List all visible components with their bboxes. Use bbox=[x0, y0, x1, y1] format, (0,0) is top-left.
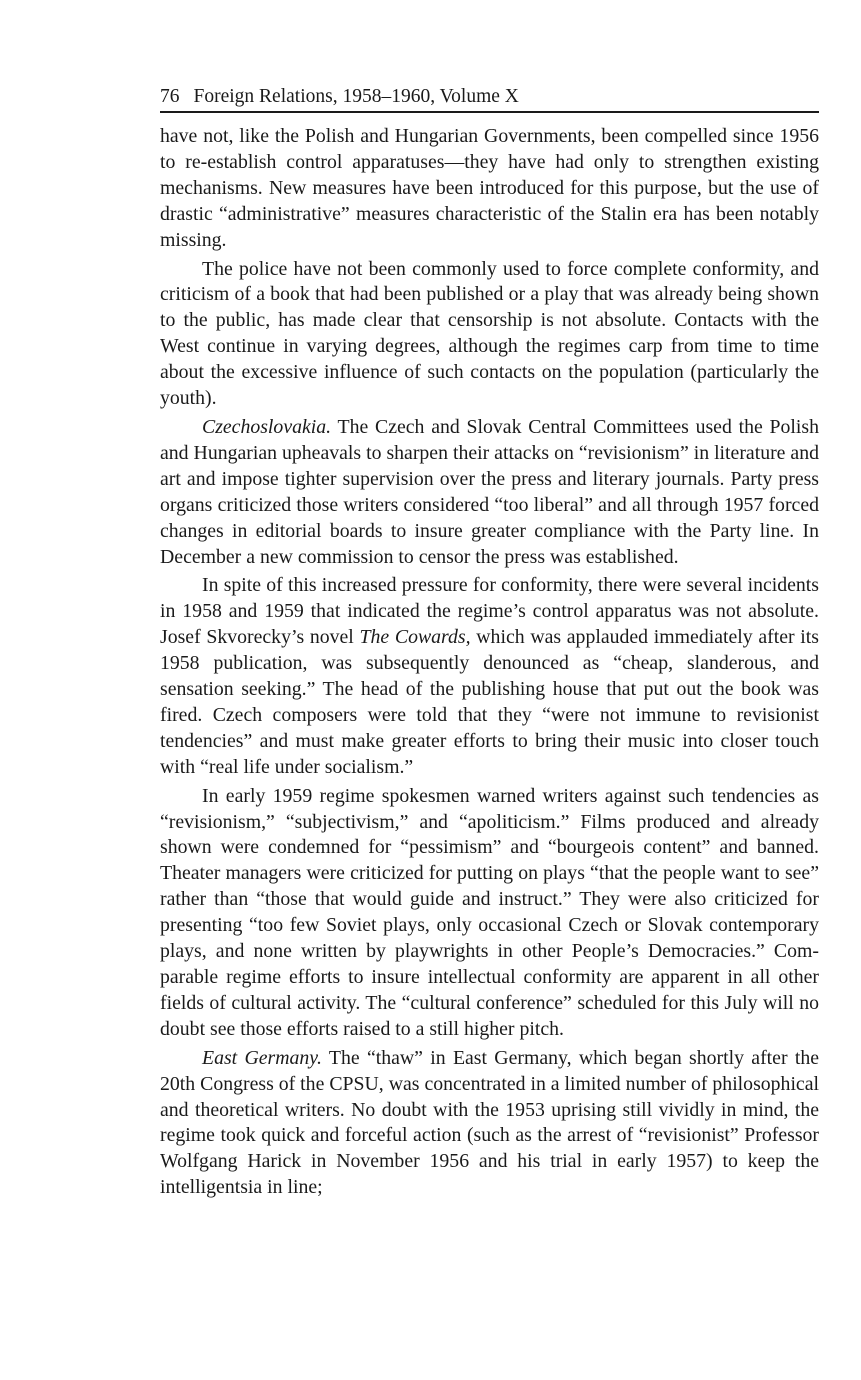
paragraph-pressure-text-after: which was applauded immediately after its 1958 publication, was subsequently denounced as “cheap, slanderous, and sensation seeking.” The head of the publishing house that put out the book was fired. Czech composers were told that they “were not immune to revisionist tendencies” and must make greater efforts to bring their music into closer touch with “real life under socialism.” bbox=[160, 626, 819, 778]
paragraph-police: The police have not been commonly used to force complete conformity, and criticism of a book that had been published or a play that was already being shown to the public, has made clear that censorship is not absolute. Contacts with the West continue in varying degrees, although the regimes carp from time to time about the excessive influence of such contacts on the population (particularly the youth). bbox=[160, 257, 819, 410]
body-text bbox=[160, 124, 819, 1201]
section-lead-czechoslovakia: Czechoslovakia. bbox=[202, 415, 332, 438]
page-number: 76 bbox=[160, 86, 180, 107]
running-head bbox=[160, 84, 819, 110]
paragraph-east-germany-text: The “thaw” in East Germany, which began shortly after the 20th Congress of the CPSU, was concentrated in a limited number of philosophical and theoretical writers. No doubt with the 1953 uprising still vividly in mind, the regime took quick and forceful action (such as the arrest of “revisionist” Professor Wolfgang Harick in November 1956 and his trial in early 1957) to keep the intelligentsia in line; bbox=[160, 1046, 820, 1199]
novel-title: The Cowards, bbox=[359, 626, 471, 649]
paragraph-czechoslovakia-text: The Czech and Slovak Central Committees used the Polish and Hungarian upheavals to sharpen their attacks on “revisionism” in literature and art and impose tighter supervision over the press and literary journals. Party press organs criticized those writers considered “too liberal” and all through 1957 forced changes in editorial boards to insure greater compliance with the Party line. In December a new commission to censor the press was established. bbox=[160, 415, 819, 568]
section-lead-east-germany: East Germany. bbox=[202, 1046, 322, 1069]
paragraph-early-1959: In early 1959 regime spokesmen warned writers against such tendencies as “revisionism,” “subjectivism,” and “apoliticism.” Films produced and already shown were condemned for “pessimism” and “bourgeois content” and banned. Theater managers were criticized for putting on plays “that the people want to see” rather than “those that would guide and instruct.” They were also criticized for presenting “too few Soviet plays, only occasional Czech or Slovak contemporary plays, and none written by playwrights in other People’s Democracies.” Comparable regime efforts to insure intellectual conformity are apparent in all other fields of cultural activity. The “cultural conference” scheduled for this July will no doubt see those efforts raised to a still higher pitch. bbox=[160, 784, 819, 1040]
document-page bbox=[160, 84, 819, 1201]
paragraph-east-germany bbox=[160, 1046, 819, 1201]
paragraph-pressure-text-before: In spite of this increased pressure for conformity, there were several incidents in 1958 and 1959 that indicated the regime’s control apparatus was not absolute. Josef Skvorecky’s novel bbox=[160, 574, 819, 649]
volume-title: Foreign Relations, 1958–1960, Volume X bbox=[193, 86, 519, 107]
paragraph-continuation: have not, like the Polish and Hungarian Governments, been compelled since 1956 to re-establish control apparatuses—they have had only to strengthen existing mechanisms. New measures have been introduced for this purpose, but the use of drastic “administrative” measures characteristic of the Stalin era has been notably missing. bbox=[160, 125, 819, 251]
header-rule bbox=[160, 111, 819, 113]
paragraph-pressure bbox=[160, 573, 819, 780]
paragraph-czechoslovakia bbox=[160, 415, 819, 570]
